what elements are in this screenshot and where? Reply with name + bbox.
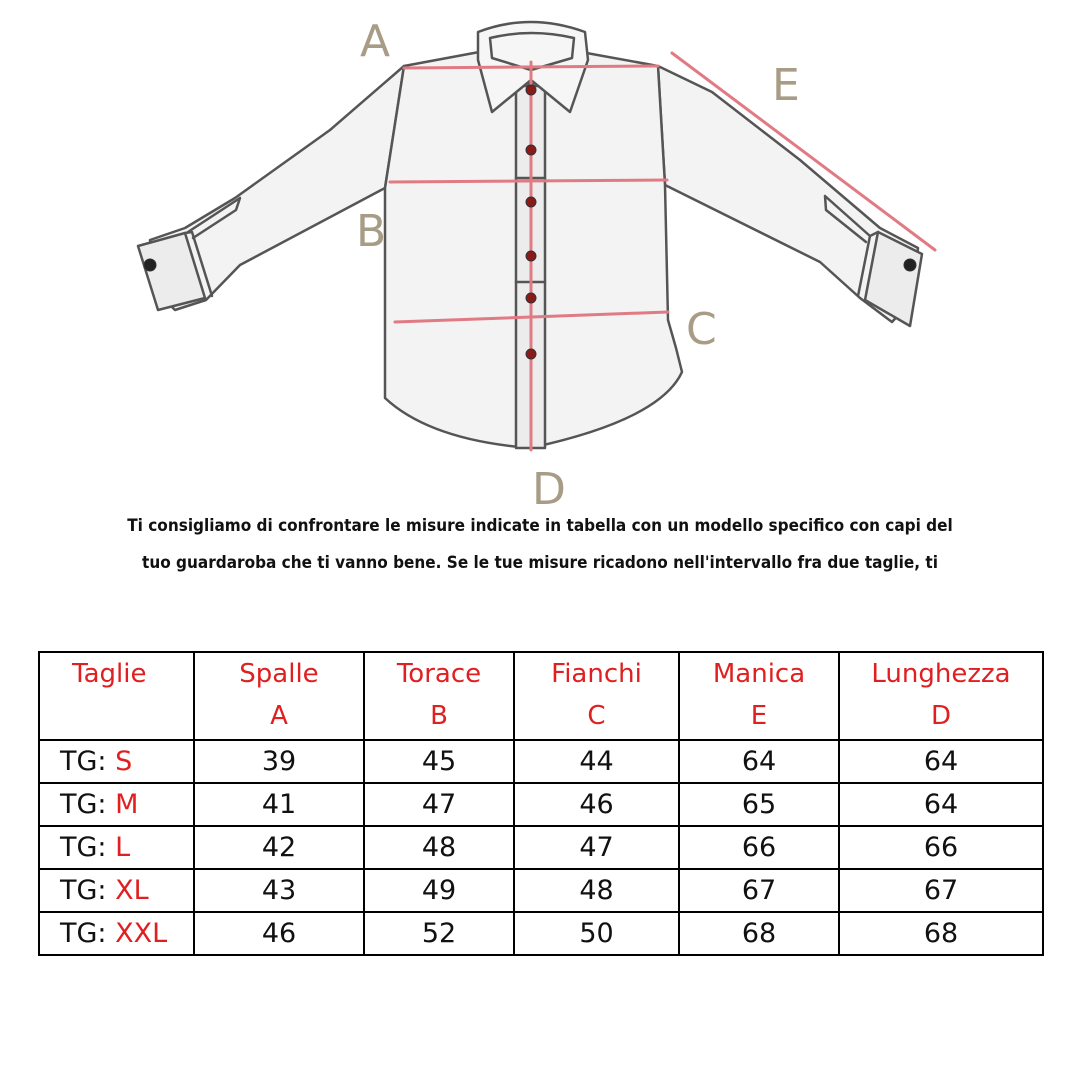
- button-dot: [526, 85, 536, 95]
- size-value: L: [115, 832, 131, 863]
- value-lunghezza: 66: [839, 826, 1043, 869]
- value-fianchi: 48: [514, 869, 679, 912]
- header-manica: [679, 652, 839, 740]
- button-dot: [526, 349, 536, 359]
- table-row: [39, 869, 1043, 912]
- header-name: Spalle: [239, 659, 319, 689]
- header-spalle: [194, 652, 364, 740]
- value-fianchi: 47: [514, 826, 679, 869]
- size-chart-table: [38, 651, 1044, 956]
- button-dot: [526, 293, 536, 303]
- value-fianchi: 46: [514, 783, 679, 826]
- advice-text: [40, 508, 1040, 582]
- size-prefix: TG:: [60, 789, 116, 820]
- header-name: Manica: [712, 659, 806, 689]
- button-dot: [526, 251, 536, 261]
- label-c: C: [686, 304, 717, 355]
- value-manica: 67: [679, 869, 839, 912]
- header-code: C: [587, 701, 606, 731]
- button-dot: [526, 145, 536, 155]
- size-value: XL: [115, 875, 149, 906]
- header-row: [39, 652, 1043, 740]
- value-lunghezza: 64: [839, 740, 1043, 783]
- value-lunghezza: 67: [839, 869, 1043, 912]
- value-lunghezza: 68: [839, 912, 1043, 955]
- value-fianchi: 50: [514, 912, 679, 955]
- table-row: [39, 912, 1043, 955]
- size-cell: [39, 912, 194, 955]
- value-manica: 66: [679, 826, 839, 869]
- table-row: [39, 826, 1043, 869]
- header-code: D: [930, 701, 952, 731]
- size-prefix: TG:: [60, 832, 116, 863]
- header-name: Lunghezza: [871, 659, 1011, 689]
- value-manica: 68: [679, 912, 839, 955]
- size-cell: [39, 740, 194, 783]
- advice-line-1: Ti consigliamo di confrontare le misure indicate in tabella con un modello specifico con capi del: [127, 516, 953, 536]
- cuff-button-left: [144, 259, 156, 271]
- value-torace: 47: [364, 783, 514, 826]
- value-spalle: 41: [194, 783, 364, 826]
- value-lunghezza: 64: [839, 783, 1043, 826]
- header-torace: [364, 652, 514, 740]
- size-prefix: TG:: [60, 746, 116, 777]
- label-b: B: [356, 206, 387, 257]
- cuff-button-right: [904, 259, 916, 271]
- header-sizes: [39, 652, 194, 740]
- table-row: [39, 740, 1043, 783]
- value-torace: 49: [364, 869, 514, 912]
- header-name: Fianchi: [551, 659, 642, 689]
- header-name: Torace: [396, 659, 482, 689]
- value-torace: 48: [364, 826, 514, 869]
- header-code: B: [430, 701, 448, 731]
- label-e: E: [772, 60, 800, 111]
- label-d: D: [532, 464, 566, 510]
- header-name: Taglie: [72, 659, 147, 689]
- value-torace: 45: [364, 740, 514, 783]
- value-spalle: 39: [194, 740, 364, 783]
- measure-line-b: [390, 180, 667, 182]
- header-code: E: [750, 701, 768, 731]
- size-cell: [39, 869, 194, 912]
- label-a: A: [360, 16, 391, 67]
- size-value: M: [115, 789, 139, 820]
- size-prefix: TG:: [60, 918, 116, 949]
- value-spalle: 46: [194, 912, 364, 955]
- value-torace: 52: [364, 912, 514, 955]
- size-cell: [39, 783, 194, 826]
- header-fianchi: [514, 652, 679, 740]
- value-spalle: 42: [194, 826, 364, 869]
- header-code: A: [270, 701, 288, 731]
- size-value: XXL: [115, 918, 168, 949]
- advice-line-2: tuo guardaroba che ti vanno bene. Se le tue misure ricadono nell'intervallo fra due taglie, ti: [142, 553, 938, 573]
- table-row: [39, 783, 1043, 826]
- value-manica: 65: [679, 783, 839, 826]
- value-manica: 64: [679, 740, 839, 783]
- size-prefix: TG:: [60, 875, 116, 906]
- shirt-measurement-diagram: [0, 0, 1080, 510]
- button-dot: [526, 197, 536, 207]
- value-fianchi: 44: [514, 740, 679, 783]
- header-lunghezza: [839, 652, 1043, 740]
- size-value: S: [115, 746, 133, 777]
- size-cell: [39, 826, 194, 869]
- value-spalle: 43: [194, 869, 364, 912]
